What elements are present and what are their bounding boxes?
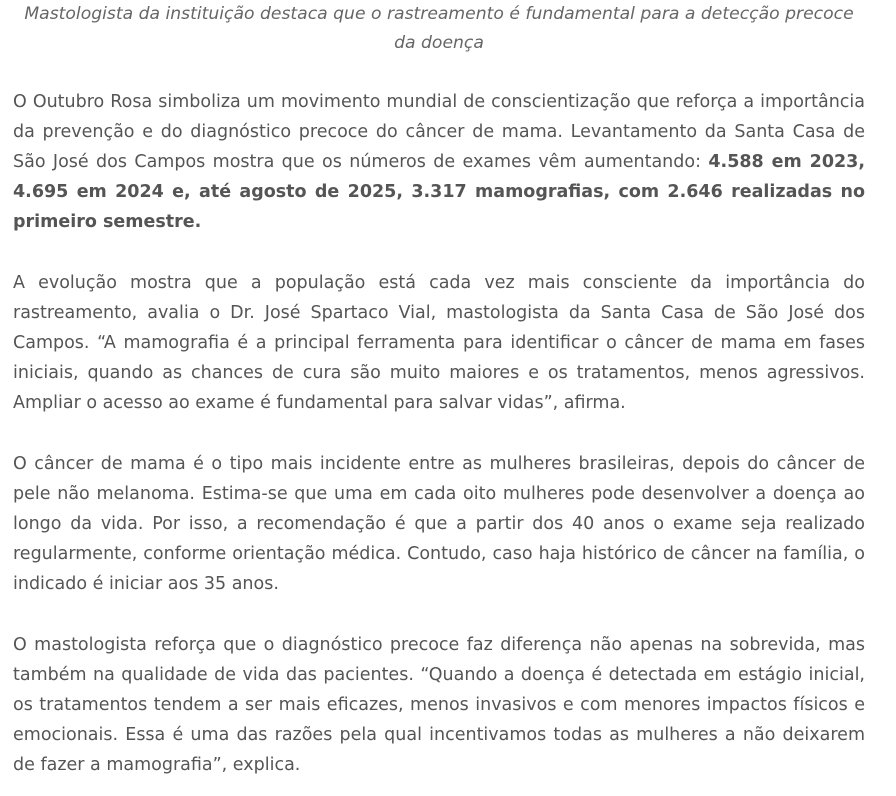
- article-paragraph-3: O câncer de mama é o tipo mais incidente entre as mulheres brasileiras, depois do câncer de pele não melanoma. Estima-se que uma em cada oito mulheres pode desenvolver a doença ao longo da vida. Por isso, a recomendação é que a partir dos 40 anos o exame seja realizado regularmente, conforme orientação médica. Contudo, caso haja histórico de câncer na família, o indicado é iniciar aos 35 anos.: [13, 454, 865, 594]
- article-paragraph-4: O mastologista reforça que o diagnóstico precoce faz diferença não apenas na sobrevida, mas também na qualidade de vida das pacientes. “Quando a doença é detectada em estágio inicial, os tratamentos tendem a ser mais eficazes, menos invasivos e com menores impactos físicos e emocionais. Essa é uma das razões pela qual incentivamos todas as mulheres a não deixarem de fazer a mamografia”, explica.: [13, 635, 865, 775]
- article-paragraph-1: [13, 87, 865, 237]
- article-paragraph-2: A evolução mostra que a população está cada vez mais consciente da importância do rastreamento, avalia o Dr. José Spartaco Vial, mastologista da Santa Casa de São José dos Campos. “A mamografia é a principal ferramenta para identificar o câncer de mama em fases iniciais, quando as chances de cura são muito maiores e os tratamentos, menos agressivos. Ampliar o acesso ao exame é fundamental para salvar vidas”, afirma.: [13, 273, 865, 413]
- paragraph-text: O Outubro Rosa simboliza um movimento mundial de conscientização que reforça a importância da prevenção e do diagnóstico precoce do câncer de mama. Levantamento da Santa Casa de São José dos Campos mostra que os números de exames vêm aumentando:: [13, 92, 865, 172]
- article-body: [13, 0, 865, 780]
- exam-statistics-highlight: 4.588 em 2023, 4.695 em 2024 e, até agosto de 2025, 3.317 mamografias, com 2.646 realizadas no primeiro semestre.: [13, 152, 865, 232]
- image-caption: Mastologista da instituição destaca que o rastreamento é fundamental para a detecção precoce da doença: [24, 4, 854, 53]
